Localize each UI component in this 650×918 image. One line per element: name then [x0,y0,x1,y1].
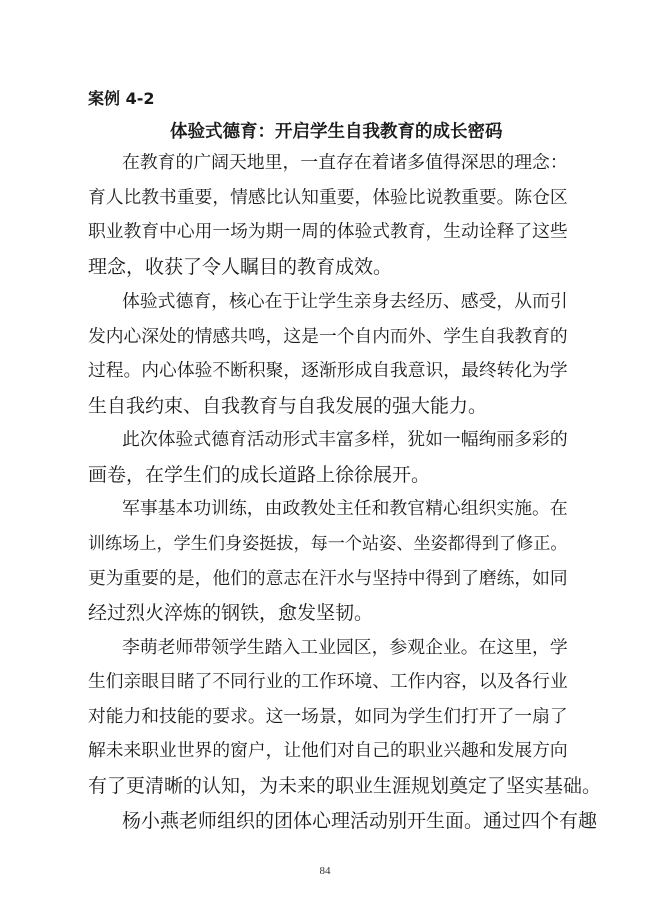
text-line: 在教育的广阔天地里，一直存在着诸多值得深思的理念： [122,152,568,173]
text-line: 经过烈火淬炼的钢铁，愈发坚韧。 [88,602,374,624]
text-line: 生自我约束、自我教育与自我发展的强大能力。 [88,395,488,417]
text-line: 发内心深处的情感共鸣，这是一个自内而外、学生自我教育的 [88,327,568,347]
text-line: 杨小燕老师组织的团体心理活动别开生面。通过四个有趣 [122,810,598,832]
text-line: 育人比教书重要，情感比认知重要，体验比说教重要。陈仓区 [88,188,568,208]
text-line: 职业教育中心用一场为期一周的体验式教育，生动诠释了这些 [88,222,568,242]
text-line: 有了更清晰的认知，为未来的职业生涯规划奠定了坚实基础。 [88,775,602,797]
text-line: 过程。内心体验不断积聚，逐渐形成自我意识，最终转化为学 [88,361,568,381]
text-line: 理念，收获了令人瞩目的教育成效。 [88,256,393,278]
text-line: 对能力和技能的要求。这一场景，如同为学生们打开了一扇了 [88,707,568,727]
text-line: 画卷，在学生们的成长道路上徐徐展开。 [88,464,431,486]
text-line: 训练场上，学生们身姿挺拔，每一个站姿、坐姿都得到了修正。 [88,534,568,554]
case-label: 案例 4-2 [88,89,155,108]
text-line: 体验式德育，核心在于让学生亲身去经历、感受，从而引 [122,291,568,312]
text-line: 此次体验式德育活动形式丰富多样，犹如一幅绚丽多彩的 [122,429,568,450]
text-line: 解未来职业世界的窗户，让他们对自己的职业兴趣和发展方向 [88,741,568,761]
text-line: 李萌老师带领学生踏入工业园区，参观企业。在这里，学 [122,637,568,658]
text-line: 更为重要的是，他们的意志在汗水与坚持中得到了磨练，如同 [88,569,568,589]
article-title: 体验式德育：开启学生自我教育的成长密码 [170,122,503,142]
page-number: 84 [319,865,331,877]
text-line: 生们亲眼目睹了不同行业的工作环境、工作内容，以及各行业 [88,672,568,692]
text-line: 军事基本功训练，由政教处主任和教官精心组织实施。在 [122,498,568,519]
